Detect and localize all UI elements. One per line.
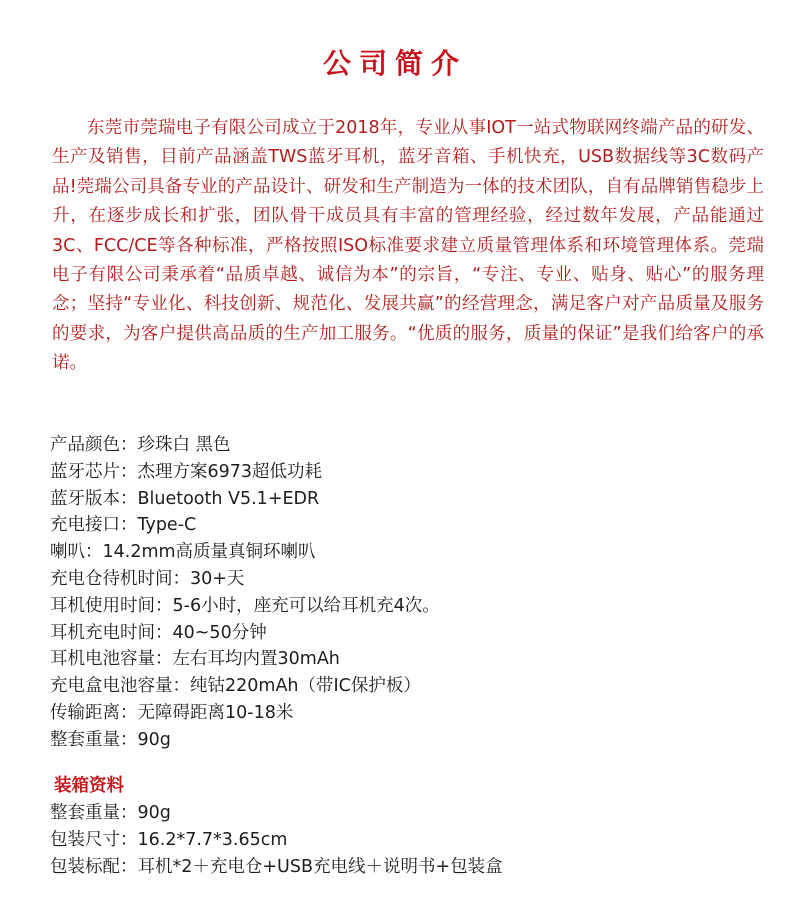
spec-transmission-range: 传输距离：无障碍距离10-18米 — [50, 702, 294, 723]
spec-charging-port: 充电接口：Type-C — [50, 515, 197, 536]
spec-case-battery: 充电盒电池容量：纯钴220mAh（带IC保护板） — [50, 676, 421, 697]
spec-bluetooth-chip: 蓝牙芯片：杰理方案6973超低功耗 — [50, 461, 323, 482]
page-title: 公司简介 — [322, 47, 467, 80]
packing-contents: 包装标配：耳机*2＋充电仓+USB充电线＋说明书+包装盒 — [50, 857, 503, 877]
spec-speaker: 喇叭：14.2mm高质量真铜环喇叭 — [50, 542, 316, 563]
product-spec-list — [50, 432, 440, 754]
spec-bluetooth-version: 蓝牙版本：Bluetooth V5.1+EDR — [50, 488, 320, 509]
packing-weight: 整套重量：90g — [50, 803, 171, 823]
packing-info-list — [50, 800, 503, 881]
company-intro-paragraph: 东莞市莞瑞电子有限公司成立于2018年，专业从事IOT一站式物联网终端产品的研发、生产及销售，目前产品涵盖TWS蓝牙耳机，蓝牙音箱、手机快充，USB数据线等3C数码产品!莞瑞公司具备专业的产品设计、研发和生产制造为一体的技术团队，自有品牌销售稳步上升，在逐步成长和扩张，团队骨干成员具有丰富的管理经验，经过数年发展，产品能通过3C、FCC/CE等各种标准，严格按照ISO标准要求建立质量管理体系和环境管理体系。莞瑞电子有限公司秉承着“品质卓越、诚信为本”的宗旨，“专注、专业、贴身、贴心”的服务理念；坚持“专业化、科技创新、规范化、发展共赢”的经营理念，满足客户对产品质量及服务的要求，为客户提供高品质的生产加工服务。“优质的服务，质量的保证”是我们给客户的承诺。 — [52, 118, 764, 374]
spec-earbud-charge-time: 耳机充电时间：40~50分钟 — [50, 622, 267, 643]
packing-info-heading: 装箱资料 — [54, 776, 124, 796]
spec-earbud-usage-time: 耳机使用时间：5-6小时，座充可以给耳机充4次。 — [50, 595, 440, 616]
spec-earbud-battery: 耳机电池容量：左右耳均内置30mAh — [50, 649, 340, 670]
spec-case-standby-time: 充电仓待机时间：30+天 — [50, 568, 245, 589]
spec-color: 产品颜色：珍珠白 黑色 — [50, 435, 231, 455]
spec-total-weight: 整套重量：90g — [50, 729, 171, 750]
packing-size: 包装尺寸：16.2*7.7*3.65cm — [50, 830, 288, 850]
